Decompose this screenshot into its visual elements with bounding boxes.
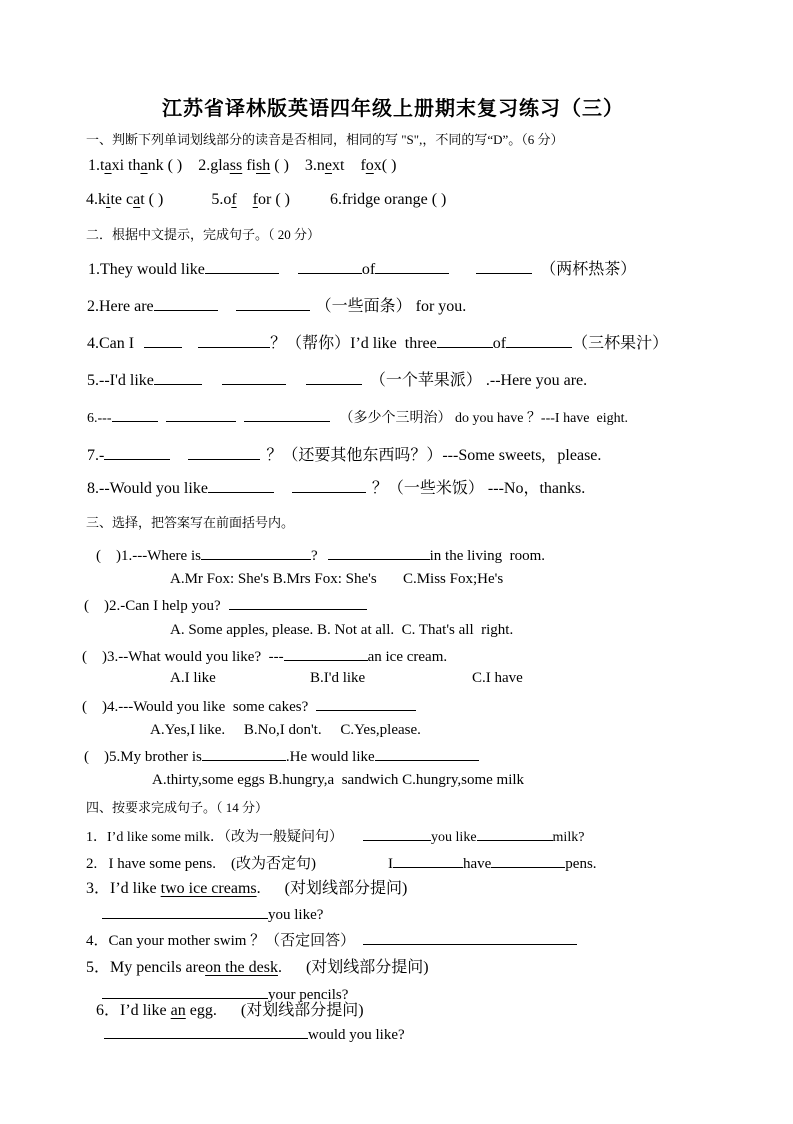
s3-question-1-options: A.Mr Fox: She's B.Mrs Fox: She's C.Miss Fox;He's xyxy=(170,571,504,587)
s2-question-4: 4.Can I ？（帮你）I’d like three of （三杯果汁） xyxy=(87,335,669,352)
s3-question-4: ( )4.---Would you like some cakes? xyxy=(82,696,416,715)
s3-question-1: ( )1.---Where is ? in the living room. xyxy=(96,545,545,564)
s4-question-5-answer: your pencils? xyxy=(102,984,348,1003)
s3-question-3-option-a: A.I like xyxy=(170,670,216,686)
page-title: 江苏省译林版英语四年级上册期末复习练习（三） xyxy=(162,98,624,120)
section-4-heading: 四、按要求完成句子。（ 14 分） xyxy=(86,800,269,815)
s2-question-2: 2.Here are （一些面条） for you. xyxy=(87,298,467,315)
s1-row-1: 1.taxi thank ( ) 2.glass fish ( ) 3.next fox( ) xyxy=(88,157,397,174)
section-3-heading: 三、选择，把答案写在前面括号内。 xyxy=(86,515,295,530)
s4-question-2: 2. I have some pens. (改为否定句) I have pens. xyxy=(86,853,597,872)
s3-question-3-option-b: B.I'd like xyxy=(310,670,366,686)
s3-question-5: ( )5.My brother is .He would like xyxy=(84,746,479,765)
s3-question-5-options: A.thirty,some eggs B.hungry,a sandwich C.hungry,some milk xyxy=(152,772,525,788)
s2-question-1: 1.They would like of （两杯热茶） xyxy=(88,261,637,278)
s4-question-1: 1．I’d like some milk．（改为一般疑问句） you like milk? xyxy=(86,826,584,845)
s4-question-6: 6．I’d like an egg. (对划线部分提问) xyxy=(96,1002,364,1019)
s3-question-4-options: A.Yes,I like. B.No,I don't. C.Yes,please. xyxy=(150,722,421,738)
s4-question-6-answer: would you like? xyxy=(104,1024,405,1043)
s2-question-5: 5.--I'd like （一个苹果派） .--Here you are. xyxy=(87,372,588,389)
s3-question-3-option-c: C.I have xyxy=(472,670,523,686)
s3-question-2-options: A. Some apples, please. B. Not at all. C. That's all right. xyxy=(170,622,514,638)
s4-question-3: 3．I’d like two ice creams. (对划线部分提问) xyxy=(86,880,408,897)
s2-question-8: 8.--Would you like ？（一些米饭） ---No，thanks. xyxy=(87,480,586,497)
section-2-heading: 二．根据中文提示，完成句子。（ 20 分） xyxy=(86,227,321,242)
s4-question-4: 4．Can your mother swim ？（否定回答） xyxy=(86,930,577,949)
s2-question-7: 7.- ？（还要其他东西吗？）---Some sweets, please. xyxy=(87,447,602,464)
s2-question-6: 6.--- （多少个三明治） do you have ？---I have eight. xyxy=(87,407,628,426)
s4-question-5: 5．My pencils areon the desk. (对划线部分提问) xyxy=(86,959,429,976)
s1-row-2: 4.kite cat ( ) 5.of for ( ) 6.fridge orange ( ) xyxy=(86,191,447,208)
s3-question-2: ( )2.-Can I help you? xyxy=(84,595,367,614)
s4-question-3-answer: you like? xyxy=(102,904,323,923)
s3-question-3: ( )3.--What would you like? --- an ice cream. xyxy=(82,646,447,665)
section-1-heading: 一、判断下列单词划线部分的读音是否相同，相同的写 "S",，不同的写“D”。（6 分） xyxy=(86,132,564,147)
